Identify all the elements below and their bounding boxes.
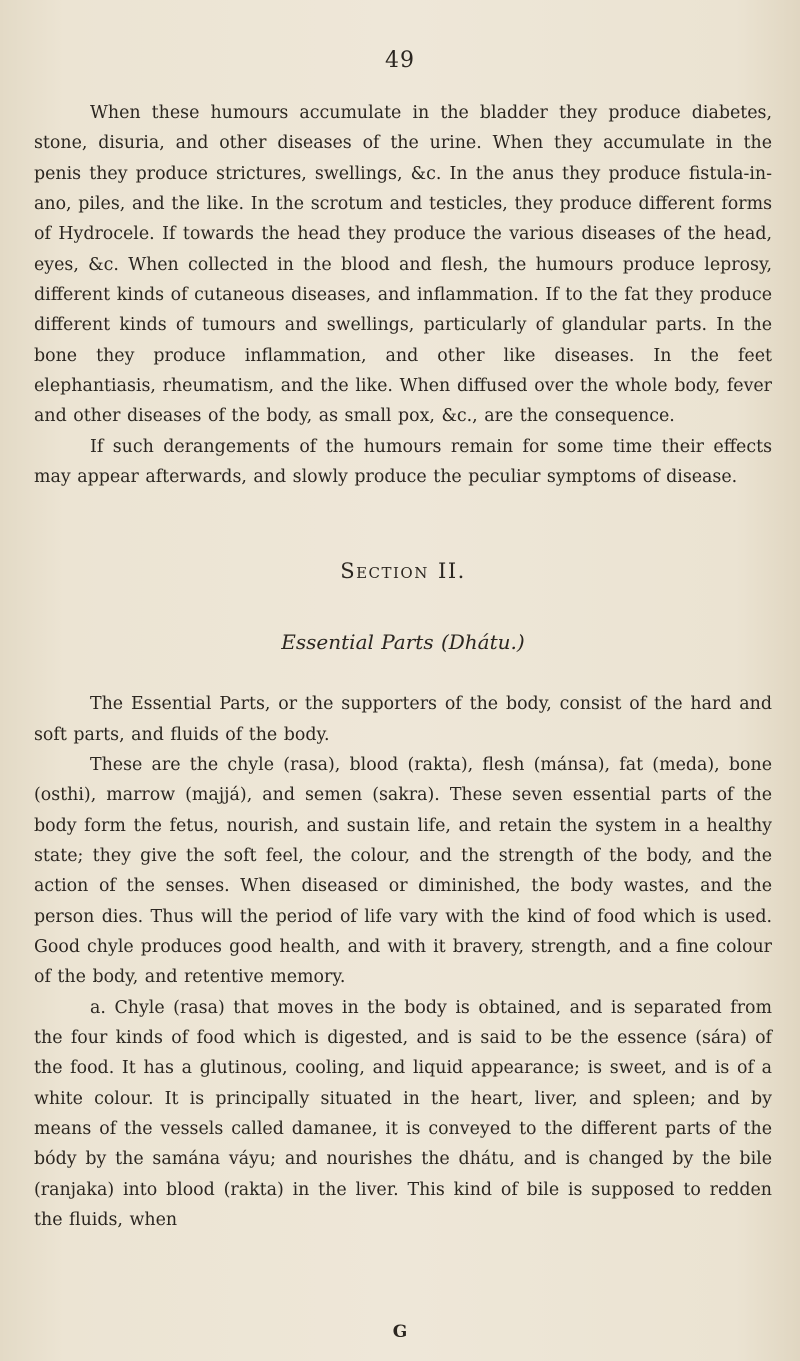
section-subtitle: Essential Parts (Dhátu.) (281, 629, 525, 654)
paragraph-essential-parts: The Essential Parts, or the supporters of the body, consist of the hard and soft parts, and fluids of the body. (34, 694, 772, 745)
paragraph-humours: When these humours accumulate in the bladder they produce diabetes, stone, disuria, and other diseases of the urine. When they accumulate in the penis they produce strictures, swellings, &c. In the anus they produce fistula-in-ano, piles, and the like. In the scrotum and testicles, they produce different forms of Hydrocele. If towards the head they produce the various diseases of the head, eyes, &c. When collected in the blood and flesh, the humours produce leprosy, different kinds of cutaneous diseases, and inflammation. If to the fat they produce different kinds of tumours and swellings, particularly of glandular parts. In the bone they produce inflammation, and other like diseases. In the feet elephantiasis, rheumatism, and the like. When diffused over the whole body, fever and other diseases of the body, as small pox, &c., are the consequence. (34, 103, 772, 427)
signature-mark: G (392, 1322, 408, 1342)
section-heading: Section II. (340, 559, 466, 584)
paragraph-chyle: a. Chyle (rasa) that moves in the body is obtained, and is separated from the four kinds of food which is digested, and is said to be the essence (sára) of the food. It has a glutinous, cooling, and liquid appearance; is sweet, and is of a white colour. It is principally situated in the heart, liver, and spleen; and by means of the vessels called damanee, it is conveyed to the different parts of the bódy by the samána váyu; and nourishes the dhátu, and is changed by the bile (ranjaka) into blood (rakta) in the liver. This kind of bile is supposed to redden the fluids, when (34, 997, 772, 1230)
page-body (34, 98, 772, 1235)
page-number: 49 (385, 48, 415, 73)
paragraph-seven-parts: These are the chyle (rasa), blood (rakta), flesh (mánsa), fat (meda), bone (osthi), marrow (majjá), and semen (sakra). These seven essential parts of the body form the fetus, nourish, and sustain life, and retain the system in a healthy state; they give the soft feel, the colour, and the strength of the body, and the action of the senses. When diseased or diminished, the body wastes, and the person dies. Thus will the period of life vary with the kind of food which is used. Good chyle produces good health, and with it bravery, strength, and a fine colour of the body, and retentive memory. (34, 754, 772, 988)
paragraph-derangements: If such derangements of the humours remain for some time their effects may appear afterwards, and slowly produce the peculiar symptoms of disease. (34, 436, 772, 488)
